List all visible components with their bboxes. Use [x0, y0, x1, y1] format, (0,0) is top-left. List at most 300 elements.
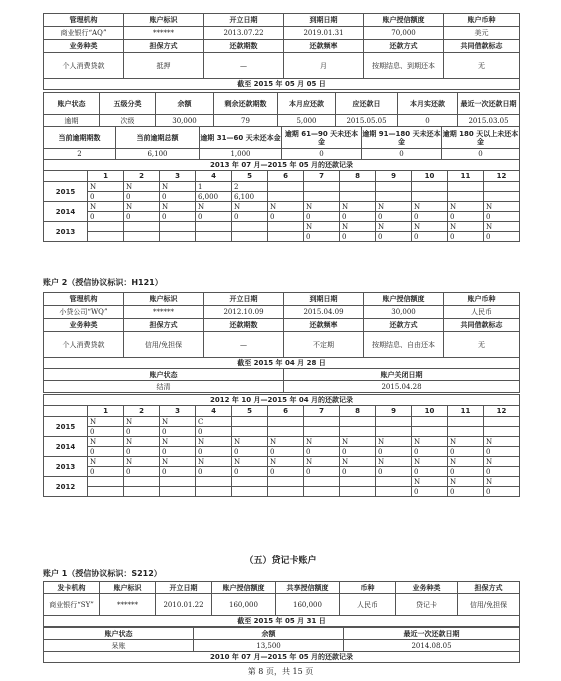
value-cell: 月: [284, 53, 364, 79]
value-cell: ******: [124, 306, 204, 319]
month-header: 11: [448, 171, 484, 182]
header-cell: 账户授信额度: [212, 582, 276, 594]
value-cell: 抵押: [124, 53, 204, 79]
record-amount-cell: [340, 487, 376, 497]
record-amount-cell: 0: [412, 212, 448, 222]
record-amount-cell: 0: [196, 212, 232, 222]
account1-status-table: [43, 92, 520, 127]
record-amount-cell: 0: [376, 212, 412, 222]
record-status-cell: N: [304, 202, 340, 212]
record-status-cell: N: [124, 437, 160, 447]
header-cell: 还款期数: [204, 319, 284, 332]
record-amount-cell: 0: [448, 487, 484, 497]
record-amount-cell: 0: [340, 232, 376, 242]
header-cell: 共享授信额度: [276, 582, 340, 594]
value-cell: 2015.05.05: [336, 115, 398, 127]
record-amount-cell: [196, 487, 232, 497]
record-amount-cell: [88, 232, 124, 242]
value-cell: 呆账: [44, 640, 194, 652]
record-amount-cell: 0: [376, 447, 412, 457]
record-status-cell: N: [484, 457, 520, 467]
record-amount-cell: [376, 487, 412, 497]
record-amount-cell: [412, 192, 448, 202]
record-amount-cell: [268, 487, 304, 497]
month-header: 5: [232, 171, 268, 182]
record-status-cell: N: [124, 417, 160, 427]
month-header: 12: [484, 406, 520, 417]
header-cell: 到期日期: [284, 14, 364, 27]
record-status-cell: N: [448, 222, 484, 232]
record-status-cell: N: [484, 477, 520, 487]
header-cell: 业务种类: [396, 582, 458, 594]
record-status-cell: N: [160, 417, 196, 427]
record-amount-cell: [484, 427, 520, 437]
record-amount-cell: 0: [304, 232, 340, 242]
header-cell: 还款方式: [364, 40, 444, 53]
record-status-cell: N: [88, 202, 124, 212]
record-amount-cell: 0: [340, 467, 376, 477]
record-body: [44, 406, 520, 497]
record-amount-cell: 0: [124, 447, 160, 457]
record-status-cell: [376, 417, 412, 427]
record-status-cell: N: [412, 457, 448, 467]
record-amount-cell: [484, 192, 520, 202]
record-status-cell: N: [124, 202, 160, 212]
record-status-cell: [304, 182, 340, 192]
record-year: 2015: [44, 182, 88, 202]
record-amount-cell: [160, 487, 196, 497]
record-amount-cell: 0: [484, 447, 520, 457]
record-corner-cell: [44, 406, 88, 417]
record-amount-cell: 0: [160, 467, 196, 477]
record-amount-cell: 0: [160, 447, 196, 457]
record-status-cell: N: [412, 477, 448, 487]
header-cell: 余额: [156, 93, 214, 115]
record-amount-cell: 0: [232, 447, 268, 457]
as-of-date: 截至 2015 年 05 月 31 日: [44, 616, 520, 627]
record-amount-cell: 0: [484, 212, 520, 222]
credit-card-account-label: 账户 1（授信协议标识：S212）: [43, 569, 162, 578]
value-cell: 2013.07.22: [204, 27, 284, 40]
record-status-cell: N: [88, 182, 124, 192]
record-status-cell: N: [484, 222, 520, 232]
record-status-cell: [484, 182, 520, 192]
record-status-cell: N: [376, 222, 412, 232]
value-cell: 人民币: [444, 306, 520, 319]
header-cell: 五级分类: [100, 93, 156, 115]
header-cell: 账户授信额度: [364, 293, 444, 306]
record-amount-cell: 0: [232, 467, 268, 477]
record-amount-cell: 0: [88, 467, 124, 477]
header-cell: 账户标识: [124, 293, 204, 306]
header-cell: 到期日期: [284, 293, 364, 306]
month-header: 7: [304, 171, 340, 182]
record-amount-cell: 0: [304, 447, 340, 457]
header-cell: 管理机构: [44, 293, 124, 306]
record-amount-cell: 0: [376, 232, 412, 242]
value-cell: 美元: [444, 27, 520, 40]
header-cell: 逾期 61—90 天未还本金: [282, 127, 362, 149]
record-status-cell: N: [340, 202, 376, 212]
record-amount-cell: 6,000: [196, 192, 232, 202]
month-header: 1: [88, 406, 124, 417]
value-cell: 人民币: [340, 594, 396, 616]
record-year: 2014: [44, 202, 88, 222]
record-status-cell: C: [196, 417, 232, 427]
record-amount-cell: 0: [448, 447, 484, 457]
value-cell: 5,000: [278, 115, 336, 127]
record-status-cell: N: [448, 437, 484, 447]
header-cell: 本月应还款: [278, 93, 336, 115]
record-status-cell: [160, 222, 196, 232]
month-header: 2: [124, 406, 160, 417]
header-cell: 账户授信额度: [364, 14, 444, 27]
month-header: 12: [484, 171, 520, 182]
record-amount-cell: 0: [160, 212, 196, 222]
account1-overdue-table: [43, 126, 520, 160]
value-cell: ******: [124, 27, 204, 40]
record-status-cell: N: [412, 222, 448, 232]
record-status-cell: [196, 222, 232, 232]
value-cell: 无: [444, 53, 520, 79]
account1-repayment-record: [43, 159, 520, 242]
record-corner-cell: [44, 171, 88, 182]
record-status-cell: [232, 417, 268, 427]
record-status-cell: [232, 477, 268, 487]
header-cell: 逾期 91—180 天未还本金: [362, 127, 442, 149]
record-year: 2013: [44, 222, 88, 242]
record-amount-cell: [448, 192, 484, 202]
record-amount-cell: [340, 192, 376, 202]
record-status-cell: N: [268, 457, 304, 467]
header-cell: 账户币种: [444, 14, 520, 27]
record-amount-cell: 0: [412, 447, 448, 457]
value-cell: 信用/免担保: [124, 332, 204, 358]
header-cell: 账户状态: [44, 93, 100, 115]
header-cell: 发卡机构: [44, 582, 100, 594]
value-cell: 2015.03.05: [458, 115, 520, 127]
record-amount-cell: 0: [304, 467, 340, 477]
month-header: 6: [268, 406, 304, 417]
record-amount-cell: 0: [484, 487, 520, 497]
header-cell: 业务种类: [44, 40, 124, 53]
month-header: 4: [196, 171, 232, 182]
record-title: 2012 年 10 月—2015 年 04 月的还款记录: [44, 395, 520, 406]
month-header: 8: [340, 406, 376, 417]
month-header: 5: [232, 406, 268, 417]
value-cell: 个人消费贷款: [44, 332, 124, 358]
value-cell: 2019.01.31: [284, 27, 364, 40]
record-amount-cell: [376, 427, 412, 437]
record-status-cell: N: [88, 457, 124, 467]
record-year: 2014: [44, 437, 88, 457]
record-status-cell: N: [124, 182, 160, 192]
account2-label: 账户 2（授信协议标识：H121）: [43, 278, 163, 287]
month-header: 4: [196, 406, 232, 417]
value-cell: 0: [282, 149, 362, 160]
account2-repayment-record: [43, 394, 520, 497]
record-status-cell: [304, 417, 340, 427]
record-amount-cell: [304, 192, 340, 202]
header-cell: 开立日期: [204, 293, 284, 306]
record-amount-cell: [376, 192, 412, 202]
record-year: 2013: [44, 457, 88, 477]
record-amount-cell: [340, 427, 376, 437]
record-amount-cell: [196, 232, 232, 242]
value-cell: 13,500: [194, 640, 344, 652]
value-cell: 30,000: [156, 115, 214, 127]
header-cell: 逾期 31—60 天未还本金: [200, 127, 282, 149]
record-status-cell: N: [448, 457, 484, 467]
value-cell: 无: [444, 332, 520, 358]
header-cell: 账户币种: [444, 293, 520, 306]
credit-card-status-table: [43, 627, 520, 663]
record-status-cell: [340, 477, 376, 487]
section-title: （五）贷记卡账户: [244, 556, 317, 566]
record-status-cell: [412, 417, 448, 427]
record-status-cell: N: [412, 202, 448, 212]
value-cell: 70,000: [364, 27, 444, 40]
record-amount-cell: 0: [448, 467, 484, 477]
record-amount-cell: [268, 192, 304, 202]
record-status-cell: N: [304, 457, 340, 467]
value-cell: —: [204, 332, 284, 358]
record-amount-cell: 0: [160, 192, 196, 202]
value-cell: 30,000: [364, 306, 444, 319]
record-status-cell: 2: [232, 182, 268, 192]
month-header: 3: [160, 406, 196, 417]
record-status-cell: [232, 222, 268, 232]
record-amount-cell: 0: [160, 427, 196, 437]
record-status-cell: N: [376, 437, 412, 447]
value-cell: 个人消费贷款: [44, 53, 124, 79]
header-cell: 还款频率: [284, 40, 364, 53]
value-cell: 2014.08.05: [344, 640, 520, 652]
header-cell: 当前逾期总额: [116, 127, 200, 149]
value-cell: 6,100: [116, 149, 200, 160]
record-amount-cell: 0: [124, 467, 160, 477]
value-cell: 商业银行“SY”: [44, 594, 100, 616]
account2-basic-table: [43, 292, 520, 393]
value-cell: 按期结息、自由还本: [364, 332, 444, 358]
header-cell: 业务种类: [44, 319, 124, 332]
header-cell: 担保方式: [124, 319, 204, 332]
record-amount-cell: [268, 427, 304, 437]
record-amount-cell: 0: [448, 212, 484, 222]
record-amount-cell: 0: [412, 232, 448, 242]
value-cell: 0: [362, 149, 442, 160]
value-cell: 逾期: [44, 115, 100, 127]
record-status-cell: N: [448, 477, 484, 487]
record-amount-cell: 0: [268, 467, 304, 477]
record-amount-cell: 0: [232, 212, 268, 222]
value-cell: 不定期: [284, 332, 364, 358]
header-cell: 担保方式: [124, 40, 204, 53]
record-amount-cell: [160, 232, 196, 242]
record-status-cell: N: [304, 437, 340, 447]
header-cell: 账户关闭日期: [284, 369, 520, 381]
record-status-cell: [160, 477, 196, 487]
record-amount-cell: 0: [196, 427, 232, 437]
value-cell: 79: [214, 115, 278, 127]
header-cell: 共同借款标志: [444, 319, 520, 332]
record-amount-cell: 0: [484, 232, 520, 242]
record-status-cell: [448, 417, 484, 427]
page-number: 第 8 页，共 15 页: [247, 667, 314, 676]
record-amount-cell: 0: [88, 447, 124, 457]
month-header: 10: [412, 406, 448, 417]
value-cell: 商业银行“AQ”: [44, 27, 124, 40]
value-cell: 0: [442, 149, 520, 160]
value-cell: 按期结息、到期还本: [364, 53, 444, 79]
record-amount-cell: 0: [304, 212, 340, 222]
record-status-cell: N: [160, 202, 196, 212]
record-status-cell: [340, 417, 376, 427]
record-amount-cell: 0: [376, 467, 412, 477]
record-status-cell: [376, 182, 412, 192]
value-cell: —: [204, 53, 284, 79]
record-status-cell: N: [340, 437, 376, 447]
value-cell: 2010.01.22: [156, 594, 212, 616]
record-status-cell: [412, 182, 448, 192]
account-status: 结清: [44, 381, 284, 393]
record-amount-cell: [232, 232, 268, 242]
record-amount-cell: 0: [484, 467, 520, 477]
account1-basic-table: [43, 13, 520, 90]
record-amount-cell: 0: [196, 447, 232, 457]
record-status-cell: N: [124, 457, 160, 467]
header-cell: 逾期 180 天以上未还本金: [442, 127, 520, 149]
month-header: 9: [376, 171, 412, 182]
value-cell: 2015.04.09: [284, 306, 364, 319]
record-status-cell: N: [412, 437, 448, 447]
month-header: 6: [268, 171, 304, 182]
record-status-cell: N: [196, 437, 232, 447]
header-cell: 还款方式: [364, 319, 444, 332]
record-title: 2013 年 07 月—2015 年 05 月的还款记录: [44, 160, 520, 171]
record-amount-cell: [88, 487, 124, 497]
record-amount-cell: 0: [88, 427, 124, 437]
record-amount-cell: 0: [88, 212, 124, 222]
record-status-cell: N: [268, 437, 304, 447]
record-status-cell: [124, 477, 160, 487]
month-header: 7: [304, 406, 340, 417]
record-status-cell: N: [160, 457, 196, 467]
record-status-cell: N: [340, 222, 376, 232]
month-header: 10: [412, 171, 448, 182]
value-cell: 2: [44, 149, 116, 160]
header-cell: 本月实还款: [398, 93, 458, 115]
value-cell: 2012.10.09: [204, 306, 284, 319]
month-header: 9: [376, 406, 412, 417]
record-status-cell: N: [88, 417, 124, 427]
value-cell: 0: [398, 115, 458, 127]
record-status-cell: N: [448, 202, 484, 212]
record-status-cell: [196, 477, 232, 487]
value-cell: 160,000: [212, 594, 276, 616]
record-status-cell: N: [376, 457, 412, 467]
record-status-cell: N: [196, 202, 232, 212]
header-cell: 币种: [340, 582, 396, 594]
value-cell: 贷记卡: [396, 594, 458, 616]
header-cell: 还款频率: [284, 319, 364, 332]
record-status-cell: N: [484, 437, 520, 447]
record-status-cell: N: [232, 437, 268, 447]
record-status-cell: [376, 477, 412, 487]
month-header: 2: [124, 171, 160, 182]
record-status-cell: [268, 477, 304, 487]
record-status-cell: N: [376, 202, 412, 212]
record-status-cell: N: [88, 437, 124, 447]
record-amount-cell: 0: [196, 467, 232, 477]
value-cell: 次级: [100, 115, 156, 127]
record-status-cell: [124, 222, 160, 232]
record-year: 2015: [44, 417, 88, 437]
record-amount-cell: 0: [88, 192, 124, 202]
record-amount-cell: 0: [340, 212, 376, 222]
record-status-cell: N: [160, 182, 196, 192]
record-amount-cell: [448, 427, 484, 437]
record-status-cell: N: [304, 222, 340, 232]
record-status-cell: N: [232, 202, 268, 212]
record-status-cell: [268, 182, 304, 192]
record-amount-cell: 0: [448, 232, 484, 242]
record-status-cell: N: [232, 457, 268, 467]
month-header: 11: [448, 406, 484, 417]
record-amount-cell: 0: [124, 192, 160, 202]
header-cell: 共同借款标志: [444, 40, 520, 53]
value-cell: ******: [100, 594, 156, 616]
record-title: 2010 年 07 月—2015 年 05 月的还款记录: [44, 652, 520, 663]
record-status-cell: [268, 417, 304, 427]
record-status-cell: [88, 477, 124, 487]
record-status-cell: N: [160, 437, 196, 447]
record-amount-cell: 0: [268, 212, 304, 222]
header-cell: 账户状态: [44, 628, 194, 640]
record-status-cell: [304, 477, 340, 487]
record-status-cell: N: [484, 202, 520, 212]
record-amount-cell: 6,100: [232, 192, 268, 202]
record-amount-cell: [412, 427, 448, 437]
closed-date: 2015.04.28: [284, 381, 520, 393]
record-amount-cell: [124, 487, 160, 497]
credit-card-table: [43, 581, 520, 627]
record-status-cell: [484, 417, 520, 427]
record-amount-cell: 0: [124, 427, 160, 437]
header-cell: 余额: [194, 628, 344, 640]
header-cell: 最近一次还款日期: [458, 93, 520, 115]
as-of-date: 截至 2015 年 05 月 05 日: [44, 79, 520, 90]
header-cell: 担保方式: [458, 582, 520, 594]
header-cell: 账户标识: [100, 582, 156, 594]
record-status-cell: N: [196, 457, 232, 467]
record-amount-cell: 0: [412, 467, 448, 477]
record-amount-cell: 0: [124, 212, 160, 222]
record-amount-cell: 0: [412, 487, 448, 497]
record-status-cell: 1: [196, 182, 232, 192]
header-cell: 应还款日: [336, 93, 398, 115]
header-cell: 开立日期: [156, 582, 212, 594]
record-status-cell: N: [268, 202, 304, 212]
record-year: 2012: [44, 477, 88, 497]
record-body: [44, 171, 520, 242]
header-cell: 账户状态: [44, 369, 284, 381]
header-cell: 管理机构: [44, 14, 124, 27]
header-cell: 剩余还款期数: [214, 93, 278, 115]
value-cell: 160,000: [276, 594, 340, 616]
record-amount-cell: [124, 232, 160, 242]
month-header: 3: [160, 171, 196, 182]
